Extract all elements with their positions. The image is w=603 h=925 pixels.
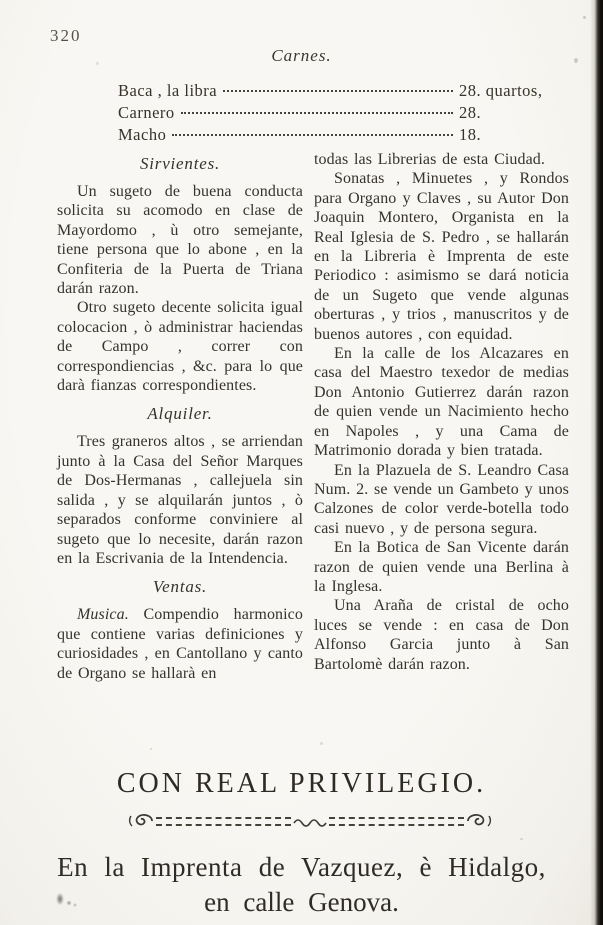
price-item-label: Carnero (118, 103, 175, 122)
section-heading-alquiler: Alquiler. (147, 404, 213, 424)
price-item-value: 18. (459, 125, 482, 144)
price-item-label: Macho (118, 125, 167, 144)
royal-privilege-line: CON REAL PRIVILEGIO. (116, 768, 487, 799)
two-column-body (57, 150, 569, 683)
paragraph: Una Araña de cristal de ocho luces se vende : en casa de Don Alfonso Garcia junto à San Bartolomè darán razon. (314, 597, 569, 673)
paragraph-text: Compendio harmonico que contiene varias definiciones y curiosidades , en Cantollano y canto de Organo se hallarà en (57, 606, 303, 682)
left-column (57, 150, 303, 683)
running-head-title: Carnes. (271, 46, 332, 65)
paragraph-lead-word: Musica. (77, 606, 129, 624)
imprint-line-2: en calle Genova. (204, 887, 399, 917)
dot-leader (181, 112, 453, 114)
right-column (314, 150, 569, 683)
paragraph: Otro sugeto decente solicita igual colocacion , ò administrar haciendas de Campo , correr con correspondiencias , &c. para lo que darà fianzas correspondientes. (57, 299, 303, 395)
dashed-rule-segment (156, 817, 291, 826)
scan-speck (574, 58, 578, 63)
scan-speck (150, 748, 152, 750)
price-item-value: 28. (459, 103, 482, 122)
paragraph: En la calle de los Alcazares en casa del Maestro texedor de medias Don Antonio Gutierrez darán razon de quien vende un Nacimiento hecho en Napoles , y una Cama de Matrimonio dorada y bien tratada. (314, 345, 569, 460)
price-item-label: Baca , la libra (118, 81, 218, 100)
scan-speck (583, 16, 586, 19)
section-heading-sirvientes: Sirvientes. (139, 154, 221, 173)
scroll-flourish-right-icon (466, 812, 492, 830)
price-row (118, 80, 559, 102)
center-ornament-icon (293, 815, 327, 827)
ink-smudge (52, 890, 78, 910)
dot-leader (172, 134, 453, 136)
section-heading-ventas: Ventas. (152, 577, 208, 597)
paragraph (57, 605, 303, 683)
scan-speck (96, 62, 99, 65)
paragraph: Tres graneros altos , se arriendan junto à la Casa del Señor Marques de Dos-Hermanas , callejuela sin salida , y se alquilarán juntos , ò separados conforme conviniere al sugeto que lo necesite, darán razon en la Escrivania de la Intendencia. (57, 433, 303, 567)
scan-gutter-edge (590, 0, 603, 925)
meat-price-list (118, 80, 559, 146)
dashed-rule-segment (329, 817, 464, 826)
paragraph: Un sugeto de buena conducta solicita su acomodo en clase de Mayordomo , ù otro semejante, tiene persona que lo abone , en la Confiteria de la Puerta de Triana darán razon. (57, 183, 303, 298)
paragraph: todas las Librerias de esta Ciudad. (314, 151, 545, 168)
printer-imprint (0, 852, 603, 918)
ornamental-rule (128, 812, 492, 830)
price-item-value: 28. quartos, (459, 81, 543, 100)
scan-speck (520, 838, 523, 840)
scan-speck (320, 742, 323, 745)
imprint-line-1: En la Imprenta de Vazquez, è Hidalgo, (57, 852, 546, 882)
scroll-flourish-left-icon (128, 812, 154, 830)
paragraph: Sonatas , Minuetes , y Rondos para Organo y Claves , su Autor Don Joaquin Montero, Organista en la Real Iglesia de S. Pedro , se hallarán en la Libreria è Imprenta de este Periodico : asimismo se dará noticia de un Sugeto que vende algunas oberturas , y trios , manuscritos y de buenos autores , con equidad. (314, 170, 569, 343)
dot-leader (223, 90, 453, 92)
page-number: 320 (50, 26, 82, 45)
paragraph: En la Plazuela de S. Leandro Casa Num. 2. se vende un Gambeto y unos Calzones de color verde-botella todo casi nuevo , y de persona segura. (314, 461, 570, 537)
price-row (118, 102, 559, 124)
price-row (118, 124, 559, 146)
paragraph: En la Botica de San Vicente darán razon de quien vende una Berlina à la Inglesa. (314, 539, 569, 595)
